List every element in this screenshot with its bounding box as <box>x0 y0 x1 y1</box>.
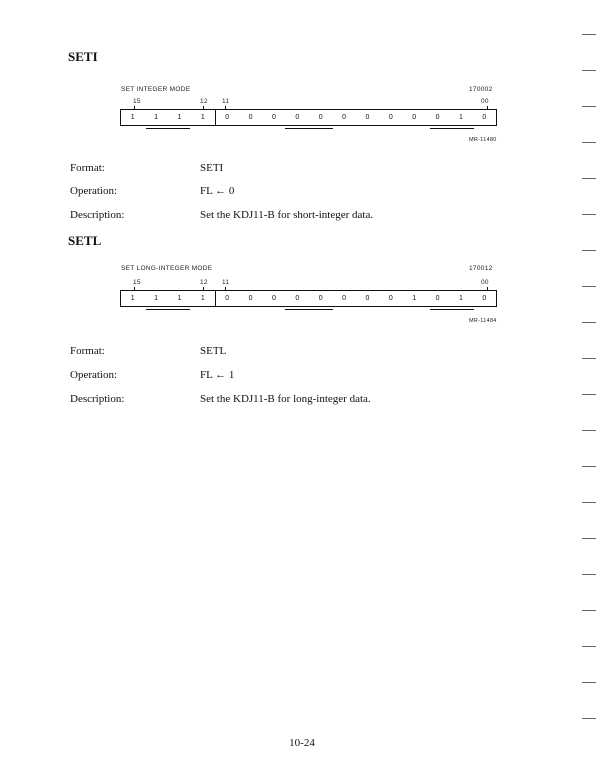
margin-mark <box>582 574 596 575</box>
bit-cell: 1 <box>458 114 463 121</box>
margin-mark <box>582 538 596 539</box>
bit-cell: 0 <box>365 114 370 121</box>
margin-mark <box>582 394 596 395</box>
bit-cell: 0 <box>342 114 347 121</box>
margin-mark <box>582 286 596 287</box>
description-value-seti: Set the KDJ11-B for short-integer data. <box>200 209 374 221</box>
margin-mark <box>582 466 596 467</box>
octal-group-underline <box>146 128 190 129</box>
bit-cell: 0 <box>271 295 276 302</box>
description-label-seti: Description: <box>70 209 125 221</box>
section-title-setl: SETL <box>68 233 102 248</box>
bit-cell: 0 <box>482 295 487 302</box>
bit-cell: 1 <box>177 295 182 302</box>
margin-mark <box>582 502 596 503</box>
format-label-seti: Format: <box>70 162 105 174</box>
margin-mark <box>582 106 596 107</box>
operation-value-seti: FL ← 0 <box>200 185 235 197</box>
section-title-seti: SETI <box>68 49 98 64</box>
bit-cell: 1 <box>412 295 417 302</box>
bit-cell: 1 <box>458 295 463 302</box>
bit-label-11: 11 <box>222 279 230 286</box>
bit-cell: 1 <box>130 295 135 302</box>
bit-cell: 0 <box>225 295 230 302</box>
margin-mark <box>582 718 596 719</box>
margin-mark <box>582 178 596 179</box>
bit-cell: 0 <box>248 114 253 121</box>
bit-label-11: 11 <box>222 98 230 105</box>
format-value-seti: SETI <box>200 162 224 174</box>
octal-group-underline <box>146 309 190 310</box>
bit-label-00: 00 <box>481 279 489 286</box>
bit-cell: 0 <box>482 114 487 121</box>
bit-cell: 0 <box>318 295 323 302</box>
register-diagram-setl <box>120 290 497 307</box>
margin-mark <box>582 646 596 647</box>
margin-mark <box>582 322 596 323</box>
bit-cell: 1 <box>154 295 159 302</box>
format-value-setl: SETL <box>200 345 227 357</box>
bit-label-15: 15 <box>133 279 141 286</box>
bit-cell: 1 <box>177 114 182 121</box>
bit-cell: 0 <box>225 114 230 121</box>
bit-cell: 0 <box>435 295 440 302</box>
bit-cell: 1 <box>191 291 215 306</box>
description-value-setl: Set the KDJ11-B for long-integer data. <box>200 393 371 405</box>
figure-id-seti: MR-11480 <box>469 137 497 143</box>
bit-cell: 0 <box>318 114 323 121</box>
operation-value-setl: FL ← 1 <box>200 369 235 381</box>
figure-id-setl: MR-11484 <box>469 318 497 324</box>
bit-cell: 0 <box>342 295 347 302</box>
bit-label-15: 15 <box>133 98 141 105</box>
bit-cell: 0 <box>412 114 417 121</box>
margin-mark <box>582 142 596 143</box>
bit-label-12: 12 <box>200 98 208 105</box>
page-number: 10-24 <box>289 737 315 749</box>
bit-cell: 0 <box>388 114 393 121</box>
bit-cell: 0 <box>295 114 300 121</box>
bit-cell: 1 <box>154 114 159 121</box>
bit-cell: 0 <box>435 114 440 121</box>
bit-label-00: 00 <box>481 98 489 105</box>
operation-label-seti: Operation: <box>70 185 118 197</box>
octal-group-underline <box>285 309 333 310</box>
opcode-seti: 170002 <box>469 86 493 93</box>
margin-mark <box>582 214 596 215</box>
margin-mark <box>582 682 596 683</box>
diagram-title-setl: SET LONG-INTEGER MODE <box>121 265 213 272</box>
margin-mark <box>582 250 596 251</box>
margin-mark <box>582 610 596 611</box>
bit-cell: 0 <box>365 295 370 302</box>
margin-mark <box>582 34 596 35</box>
margin-mark <box>582 358 596 359</box>
margin-mark <box>582 70 596 71</box>
margin-mark <box>582 430 596 431</box>
bit-cell: 1 <box>130 114 135 121</box>
bit-label-12: 12 <box>200 279 208 286</box>
octal-group-underline <box>430 309 474 310</box>
bit-cell: 0 <box>248 295 253 302</box>
bit-cell: 0 <box>388 295 393 302</box>
bit-cell: 0 <box>295 295 300 302</box>
octal-group-underline <box>285 128 333 129</box>
diagram-title-seti: SET INTEGER MODE <box>121 86 191 93</box>
octal-group-underline <box>430 128 474 129</box>
format-label-setl: Format: <box>70 345 105 357</box>
bit-cell: 0 <box>271 114 276 121</box>
opcode-setl: 170012 <box>469 265 493 272</box>
register-diagram-seti <box>120 109 497 126</box>
bit-cell: 1 <box>191 110 215 125</box>
operation-label-setl: Operation: <box>70 369 118 381</box>
description-label-setl: Description: <box>70 393 125 405</box>
